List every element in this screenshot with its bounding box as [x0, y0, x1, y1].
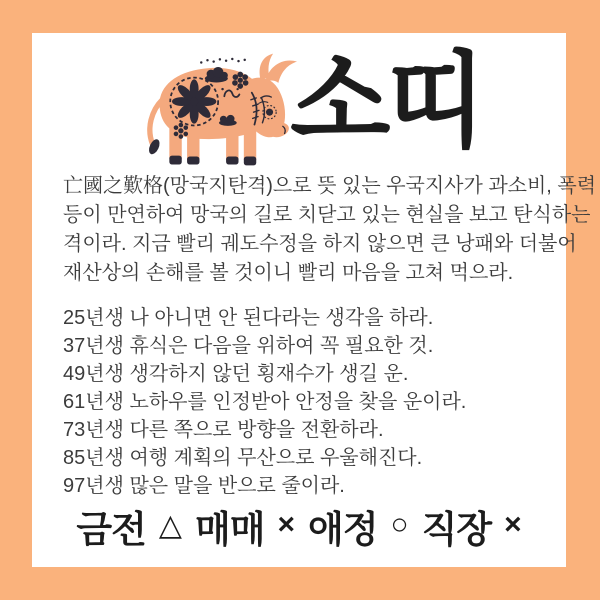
- fortune-summary-line: 재산상의 손해를 볼 것이니 빨리 마음을 고쳐 먹으라.: [63, 262, 514, 284]
- year-fortune-item: 37년생 휴식은 다음을 위하여 꼭 필요한 것.: [63, 335, 434, 357]
- dotted-back-decoration: [200, 58, 246, 64]
- fortune-summary-line: 등이 만연하여 망국의 길로 치닫고 있는 현실을 보고 탄식하는: [63, 204, 591, 226]
- year-fortunes-list: [63, 304, 546, 500]
- fortune-summary: [63, 172, 597, 288]
- year-fortune-item: 85년생 여행 계획의 무산으로 우울해진다.: [63, 447, 423, 469]
- ox-zodiac-icon: [130, 43, 308, 176]
- fortune-card: [32, 33, 597, 567]
- category-label-money: 금전: [76, 509, 146, 550]
- year-fortune-item: 61년생 노하우를 인정받아 안정을 찾을 운이라.: [63, 391, 467, 413]
- page-title: 소띠: [290, 44, 483, 160]
- year-fortune-item: 73년생 다른 쪽으로 방향을 전환하라.: [63, 419, 384, 441]
- rating-mark-triangle: △: [158, 508, 182, 542]
- rating-mark-circle: ○: [390, 508, 409, 541]
- mandala-flower-decoration: [170, 78, 218, 126]
- year-fortune-item: 97년생 많은 말을 반으로 줄이라.: [63, 475, 345, 497]
- rating-mark-x: ×: [504, 508, 522, 541]
- fortune-summary-line: 격이라. 지금 빨리 궤도수정을 하지 않으면 큰 낭패와 더불어: [63, 233, 577, 255]
- category-label-work: 직장: [421, 509, 492, 550]
- rating-mark-x: ×: [277, 508, 295, 541]
- category-label-love: 애정: [307, 509, 378, 550]
- category-label-trade: 매매: [194, 509, 265, 550]
- card-header: [32, 33, 566, 183]
- year-fortune-item: 49년생 생각하지 않던 횡재수가 생길 운.: [63, 363, 409, 385]
- year-fortune-item: 25년생 나 아니면 안 된다라는 생각을 하라.: [63, 307, 434, 329]
- ox-illustration: [130, 43, 308, 176]
- fortune-summary-line: 亡國之歎格(망국지탄격)으로 뜻 있는 우국지사가 과소비, 폭력: [63, 175, 597, 197]
- category-ratings: [32, 499, 566, 553]
